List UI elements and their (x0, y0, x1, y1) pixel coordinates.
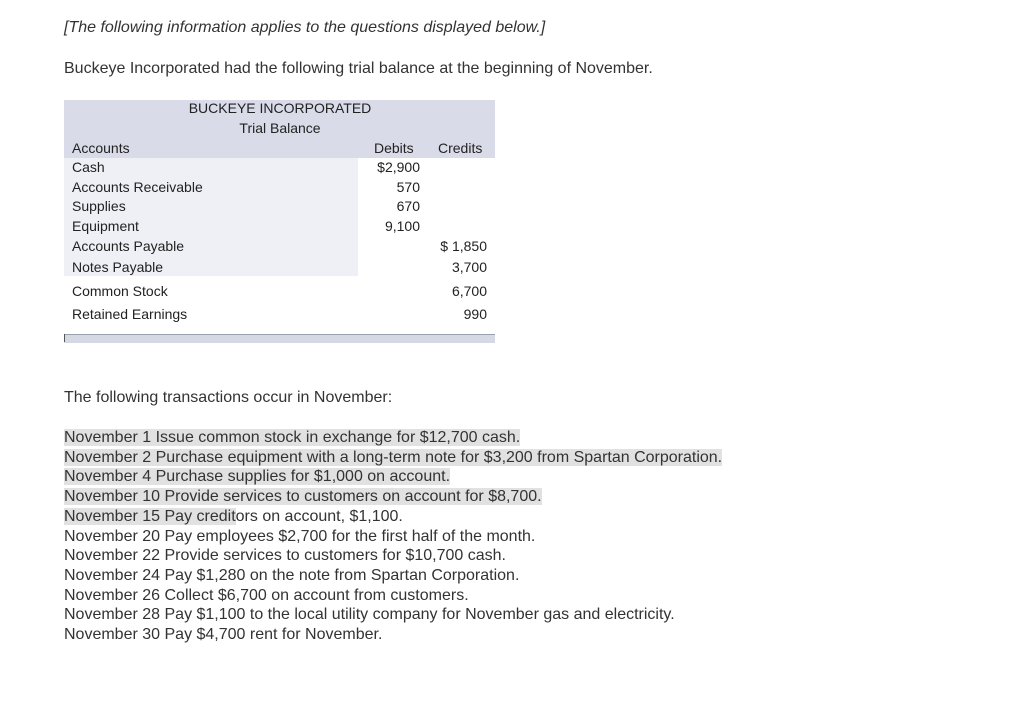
transaction-text: November 2 Purchase equipment with a long-term note for $3,200 from Spartan Corporation. (64, 448, 723, 466)
list-item (64, 487, 722, 507)
table-title: Trial Balance (239, 120, 321, 136)
account-name: Accounts Receivable (72, 179, 203, 195)
account-name: Accounts Payable (72, 238, 185, 254)
list-item (64, 566, 722, 586)
list-item (64, 605, 722, 625)
transaction-text: November 4 Purchase supplies for $1,000 on account. (64, 468, 451, 486)
transaction-text: November 28 Pay $1,100 to the local utility company for November gas and electricity. (64, 606, 675, 624)
account-name: Common Stock (72, 283, 168, 299)
account-name: Retained Earnings (72, 306, 188, 322)
list-item (64, 467, 722, 487)
credit-amount: 3,700 (451, 259, 487, 275)
table-footer-divider (64, 334, 65, 342)
debit-amount: 570 (396, 179, 420, 195)
list-item (64, 586, 722, 606)
transaction-text: November 30 Pay $4,700 rent for November. (64, 626, 383, 644)
account-name: Cash (72, 159, 105, 175)
table-row (64, 179, 495, 199)
table-row (64, 198, 495, 218)
transaction-text: November 1 Issue common stock in exchange for $12,700 cash. (64, 429, 521, 446)
list-item (64, 527, 722, 547)
transaction-text: November 20 Pay employees $2,700 for the first half of the month. (64, 527, 536, 545)
debit-amount: $2,900 (377, 159, 420, 175)
intro-note: [The following information applies to the questions displayed below.] (64, 19, 546, 36)
table-row (64, 283, 495, 303)
transaction-text: November 22 Provide services to customers for $10,700 cash. (64, 547, 506, 565)
transaction-text: ors on account, $1,100. (235, 507, 403, 525)
table-row (64, 238, 495, 258)
trial-balance-table (64, 100, 495, 343)
table-footer-bar (64, 334, 495, 343)
account-name: Equipment (72, 218, 139, 234)
company-name: BUCKEYE INCORPORATED (188, 100, 372, 116)
credit-amount: 6,700 (451, 283, 487, 299)
transactions-list (64, 428, 722, 645)
debit-amount: 9,100 (384, 218, 420, 234)
table-row (64, 159, 495, 179)
list-item (64, 625, 722, 645)
list-item (64, 546, 722, 566)
list-item (64, 428, 722, 448)
debit-amount: 670 (396, 198, 420, 214)
table-row (64, 306, 495, 326)
transaction-text: November 26 Collect $6,700 on account from customers. (64, 586, 469, 604)
lead-text: Buckeye Incorporated had the following trial balance at the beginning of November. (64, 60, 653, 77)
transaction-text-highlighted: November 15 Pay credit (64, 507, 236, 525)
credit-amount: 990 (463, 306, 487, 322)
account-name: Supplies (72, 198, 126, 214)
table-row (64, 259, 495, 279)
list-item (64, 507, 722, 527)
table-row (64, 218, 495, 238)
transaction-text: November 10 Provide services to customers on account for $8,700. (64, 488, 542, 506)
credits-column-header: Credits (438, 140, 483, 156)
transaction-text: November 24 Pay $1,280 on the note from Spartan Corporation. (64, 566, 520, 584)
transactions-intro: The following transactions occur in November: (64, 389, 393, 406)
credit-amount: $ 1,850 (440, 238, 487, 254)
accounts-column-header: Accounts (72, 140, 130, 156)
account-name: Notes Payable (72, 259, 164, 275)
list-item (64, 448, 722, 468)
debits-column-header: Debits (374, 140, 414, 156)
